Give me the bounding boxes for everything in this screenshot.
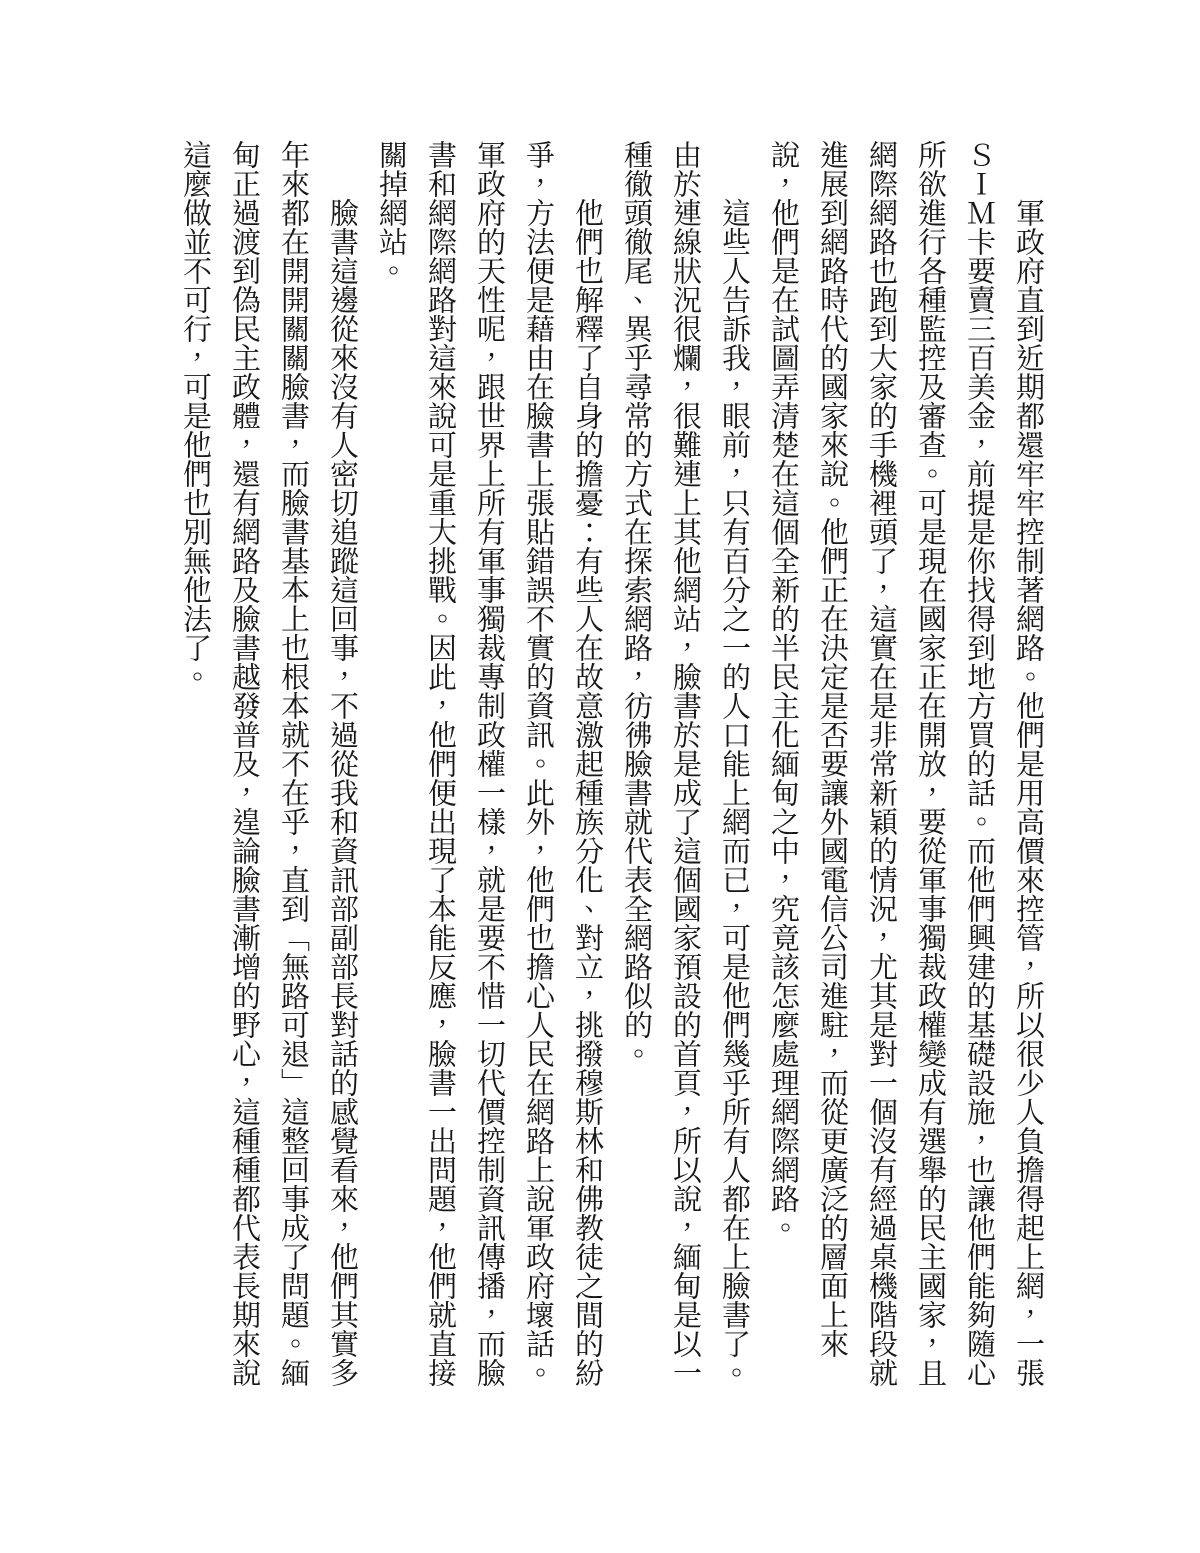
paragraph-1: 軍政府直到近期都還牢牢控制著網路。他們是用高價來控管，所以很少人負擔得起上網，一張ＳＩＭ卡要賣三百美金，前提是你找得到地方買的話。而他們興建的基礎設施，也讓他們能夠隨心所欲進行各種監控及審查。可是現在國家正在開放，要從軍事獨裁政權變成有選舉的民主國家，且網際網路也跑到大家的手機裡頭了，這實在是非常新穎的情況，尤其是對一個沒有經過桌機階段就進展到網路時代的國家來說。他們正在決定是否要讓外國電信公司進駐，而從更廣泛的層面上來說，他們是在試圖弄清楚在這個全新的半民主化緬甸之中，究竟該怎麼處理網際網路。 (767, 140, 1044, 1387)
vertical-text-block (170, 140, 1052, 1387)
paragraph-4: 臉書這邊從來沒有人密切追蹤這回事，不過從我和資訊部副部長對話的感覺看來，他們其實多年來都在開開關關臉書，而臉書基本上也根本就不在乎，直到「無路可退」這整回事成了問題。緬甸正過渡到偽民主政體，還有網路及臉書越發普及，遑論臉書漸增的野心，這種種都代表長期來說這麼做並不可行，可是他們也別無他法了。 (179, 140, 358, 1387)
paragraph-3: 他們也解釋了自身的擔憂：有些人在故意激起種族分化、對立，挑撥穆斯林和佛教徒之間的紛爭，方法便是藉由在臉書上張貼錯誤不實的資訊。此外，他們也擔心人民在網路上說軍政府壞話。軍政府的天性呢，跟世界上所有軍事獨裁專制政權一樣，就是要不惜一切代價控制資訊傳播，而臉書和網際網路對這來說可是重大挑戰。因此，他們便出現了本能反應，臉書一出問題，他們就直接關掉網站。 (375, 140, 603, 1387)
paragraph-2: 這些人告訴我，眼前，只有百分之一的人口能上網而已，可是他們幾乎所有人都在上臉書了。由於連線狀況很爛，很難連上其他網站，臉書於是成了這個國家預設的首頁，所以說，緬甸是以一種徹頭徹尾、異乎尋常的方式在探索網路，彷彿臉書就代表全網路似的。 (620, 140, 750, 1387)
